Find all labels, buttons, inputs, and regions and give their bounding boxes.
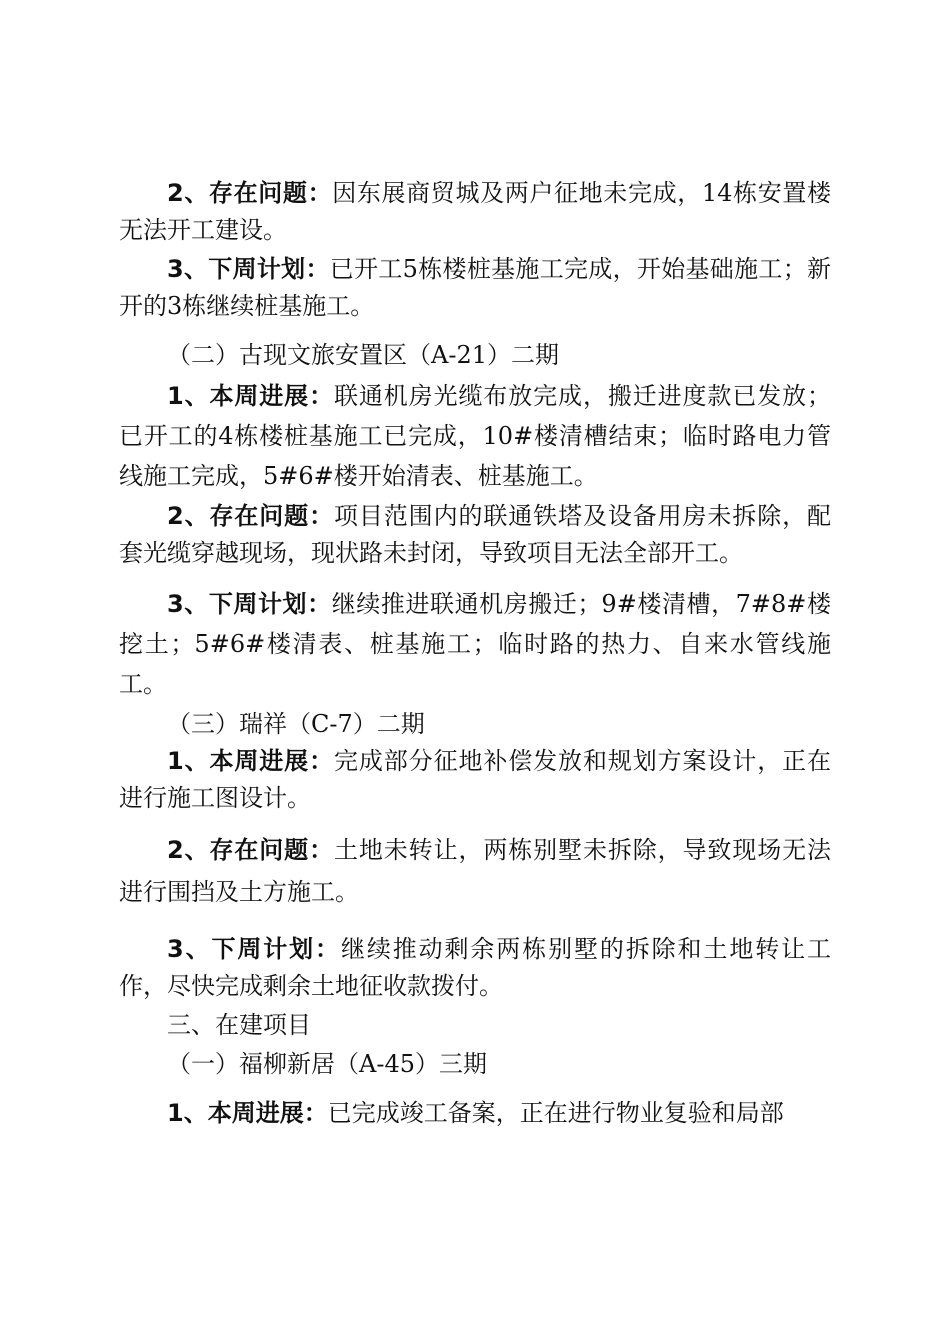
plan-label: 3、下周计划： [167,590,332,618]
paragraph-text: 联通机房光缆布放完成，搬迁进度款已发放；已开工的4栋楼桩基施工已完成，10#楼清槽结束；临时路电力管线施工完成，5#6#楼开始清表、桩基施工。 [119,382,832,490]
paragraph-text: 已开工5栋楼桩基施工完成，开始基础施工；新开的3栋继续桩基施工。 [119,255,831,320]
section-heading-a45 [119,1046,831,1083]
paragraph-plan-a21 [119,584,831,704]
paragraph-progress-c7 [119,743,831,817]
paragraph-text: 土地未转让，两栋别墅未拆除，导致现场无法进行围挡及土方施工。 [119,836,832,906]
progress-label: 1、本周进展： [167,747,334,775]
heading-text: （一）福柳新居（A-45）三期 [167,1050,487,1078]
paragraph-plan-1 [119,251,831,325]
paragraph-text: 因东展商贸城及两户征地未完成，14栋安置楼无法开工建设。 [119,179,831,244]
issues-label: 2、存在问题： [167,836,334,864]
paragraph-issues-c7 [119,829,831,913]
heading-text: 三、在建项目 [167,1011,311,1039]
document-body [119,175,831,1132]
paragraph-progress-a21 [119,376,831,496]
plan-label: 3、下周计划： [167,935,341,963]
heading-text: （三）瑞祥（C-7）二期 [167,710,425,738]
paragraph-text: 完成部分征地补偿发放和规划方案设计，正在进行施工图设计。 [119,747,832,812]
section-heading-c7 [119,706,831,743]
issues-label: 2、存在问题： [167,502,334,530]
paragraph-progress-a45 [119,1095,831,1132]
heading-text: （二）古现文旅安置区（A-21）二期 [167,341,559,369]
progress-label: 1、本周进展： [167,382,334,410]
paragraph-issues-a21 [119,498,831,572]
paragraph-plan-c7 [119,931,831,1005]
plan-label: 3、下周计划： [167,255,330,283]
paragraph-text: 项目范围内的联通铁塔及设备用房未拆除，配套光缆穿越现场，现状路未封闭，导致项目无法全部开工。 [119,502,832,567]
paragraph-text: 已完成竣工备案，正在进行物业复验和局部 [327,1099,784,1127]
paragraph-text: 继续推动剩余两栋别墅的拆除和土地转让工作，尽快完成剩余土地征收款拨付。 [119,935,832,1000]
paragraph-text: 继续推进联通机房搬迁；9#楼清槽，7#8#楼挖土；5#6#楼清表、桩基施工；临时路的热力、自来水管线施工。 [119,590,831,698]
issues-label: 2、存在问题： [167,179,333,207]
progress-label: 1、本周进展： [167,1099,328,1127]
section-heading-in-construction [119,1007,831,1044]
section-heading-a21 [119,337,831,374]
paragraph-issues-1 [119,175,831,249]
